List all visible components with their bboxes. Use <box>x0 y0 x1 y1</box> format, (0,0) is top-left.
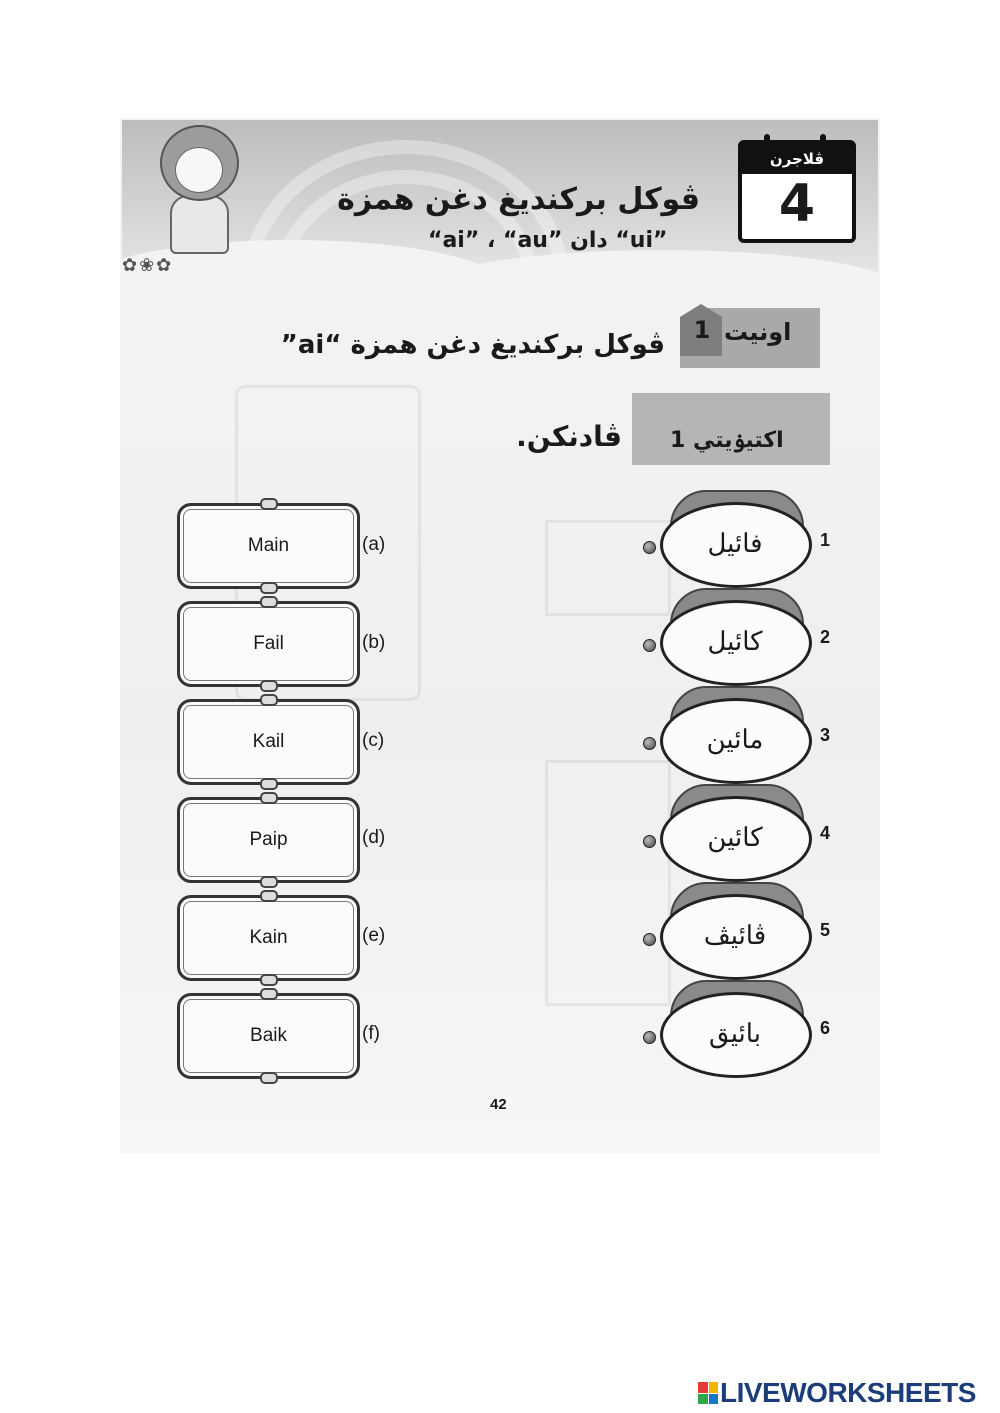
unit-label: اونيت <box>724 318 792 346</box>
item-number: 5 <box>820 920 831 940</box>
match-dot-2[interactable] <box>643 639 656 652</box>
jawi-word-oval-4[interactable] <box>660 792 810 882</box>
latin-word: Kail <box>252 731 285 752</box>
jawi-word: بائيق <box>709 1019 761 1049</box>
jawi-word: فائيل <box>707 529 763 559</box>
jawi-word-oval-5[interactable] <box>660 890 810 980</box>
match-dot-1[interactable] <box>643 541 656 554</box>
latin-word-box-c[interactable] <box>177 699 360 785</box>
faint-background-shape <box>545 760 671 1006</box>
lesson-subtitle: “ai” ، “au” دان “ui” <box>428 228 668 253</box>
jawi-word-oval-6[interactable] <box>660 988 810 1078</box>
option-letter: (c) <box>362 730 385 751</box>
activity-label: اکتيۏيتي 1 <box>670 428 784 453</box>
option-letter: (b) <box>362 632 386 653</box>
liveworksheets-logo-icon <box>698 1382 718 1404</box>
girl-illustration <box>160 125 235 250</box>
jawi-word: کائين <box>707 823 763 853</box>
brand-text: LIVEWORKSHEETS <box>720 1377 976 1408</box>
option-letter: (d) <box>362 827 386 848</box>
jawi-word: مائين <box>706 725 764 755</box>
item-number: 3 <box>820 725 831 745</box>
latin-word: Baik <box>250 1025 287 1046</box>
item-number: 4 <box>820 823 831 843</box>
latin-word: Kain <box>249 927 288 948</box>
lesson-label: ڤلاجرن <box>742 144 852 174</box>
liveworksheets-brand <box>698 1378 976 1408</box>
flowers-decoration: ✿❀✿ <box>122 255 174 276</box>
activity-instruction: ڤادنکن. <box>516 420 622 453</box>
latin-word: Main <box>247 535 290 556</box>
jawi-word: کائيل <box>707 627 763 657</box>
latin-word: Paip <box>249 829 288 850</box>
latin-word: Fail <box>253 633 284 654</box>
faint-background-shape <box>545 520 671 616</box>
page-number: 42 <box>490 1096 507 1113</box>
lesson-title: ڤوکل برکنديغ دغن همزة <box>337 182 700 217</box>
option-letter: (a) <box>362 534 386 555</box>
latin-word-box-d[interactable] <box>177 797 360 883</box>
jawi-word-oval-2[interactable] <box>660 596 810 686</box>
unit-number: 1 <box>693 316 711 344</box>
item-number: 1 <box>820 530 831 550</box>
lesson-number: 4 <box>778 174 816 234</box>
match-dot-4[interactable] <box>643 835 656 848</box>
latin-word-box-b[interactable] <box>177 601 360 687</box>
item-number: 6 <box>820 1018 831 1038</box>
option-letter: (e) <box>362 925 386 946</box>
jawi-word: ڤائيڤ <box>703 921 767 951</box>
match-dot-6[interactable] <box>643 1031 656 1044</box>
match-dot-5[interactable] <box>643 933 656 946</box>
lesson-calendar-badge <box>738 140 856 243</box>
option-letter: (f) <box>362 1023 380 1044</box>
unit-title: ڤوکل برکنديغ دغن همزة “ai” <box>280 330 665 360</box>
item-number: 2 <box>820 627 831 647</box>
match-dot-3[interactable] <box>643 737 656 750</box>
latin-word-box-a[interactable] <box>177 503 360 589</box>
latin-word-box-e[interactable] <box>177 895 360 981</box>
jawi-word-oval-1[interactable] <box>660 498 810 588</box>
jawi-word-oval-3[interactable] <box>660 694 810 784</box>
latin-word-box-f[interactable] <box>177 993 360 1079</box>
